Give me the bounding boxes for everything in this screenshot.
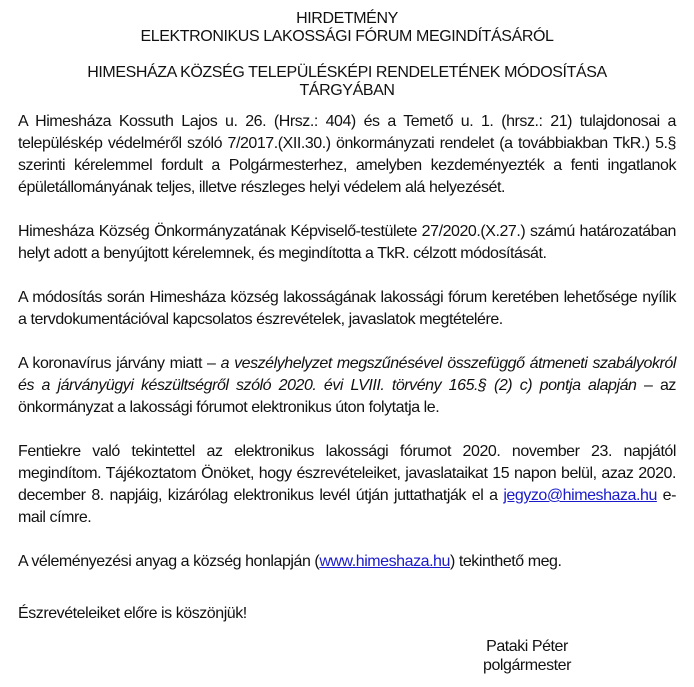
header-subject-line2: TÁRGYÁBAN [299,82,395,99]
paragraph-website [18,551,676,573]
forum-dates-after: e-mail címre. [18,487,677,526]
header-title: HIRDETMÉNY [296,10,398,27]
document-header [0,10,694,100]
paragraph-forum-dates [18,441,676,529]
signature-block [470,637,584,675]
pandemic-text-after: – az önkormányzat a lakossági fórumot elektronikus úton folytatja le. [18,377,676,416]
document-body [18,111,676,595]
signer-title: polgármester [483,657,571,674]
closing-thanks: Észrevételeiket előre is köszönjük! [18,605,247,622]
website-link[interactable]: www.himeshaza.hu [319,553,450,570]
header-subtitle: ELEKTRONIKUS LAKOSSÁGI FÓRUM MEGINDÍTÁSÁRÓL [140,28,554,45]
paragraph-resolution: Himesháza Község Önkormányzatának Képviselő-testülete 27/2020.(X.27.) számú határozatában helyt adott a benyújtott kérelemnek, és megindította a TkR. célzott módosítását. [18,223,676,262]
website-text-after: ) tekinthető meg. [449,553,562,570]
header-subject-block [0,64,694,100]
email-link[interactable]: jegyzo@himeshaza.hu [503,487,657,504]
paragraph-request: A Himesháza Kossuth Lajos u. 26. (Hrsz.: 404) és a Temető u. 1. (hrsz.: 21) tulajdonosai a településkép védelméről szóló 7/2017.(XII.30.) önkormányzati rendelet (a továbbiakban TkR.) 5.§ szerinti kérelemmel fordult a Polgármesterhez, amelyben kezdeményezték a fenti ingatlanok épületállományának teljes, illetve részleges helyi védelem alá helyezését. [18,113,676,196]
paragraph-pandemic [18,353,676,419]
pandemic-legal-reference: a veszélyhelyzet megszűnésével összefüggő átmeneti szabályokról és a járványügyi készültségről szóló 2020. évi LVIII. törvény 165.§ (2) c) pontja alapján [18,355,676,394]
forum-dates-text: Fentiekre való tekintettel az elektronikus lakossági fórumot 2020. november 23. napjától megindítom. Tájékoztatom Önöket, hogy észrevételeiket, javaslataikat 15 napon belül, azaz 2020. december 8. napjáig, kizárólag elektronikus levél útján juttathatják el a [18,443,676,504]
paragraph-forum-opportunity: A módosítás során Himesháza község lakosságának lakossági fórum keretében lehetősége nyílik a tervdokumentációval kapcsolatos észrevételek, javaslatok megtételére. [18,289,676,328]
website-text-before: A véleményezési anyag a község honlapján ( [18,553,320,570]
signer-name: Pataki Péter [486,638,568,655]
header-title-block [0,10,694,46]
header-subject-line1: HIMESHÁZA KÖZSÉG TELEPÜLÉSKÉPI RENDELETÉNEK MÓDOSÍTÁSA [87,64,607,81]
pandemic-text-before: A koronavírus járvány miatt – [18,355,221,372]
